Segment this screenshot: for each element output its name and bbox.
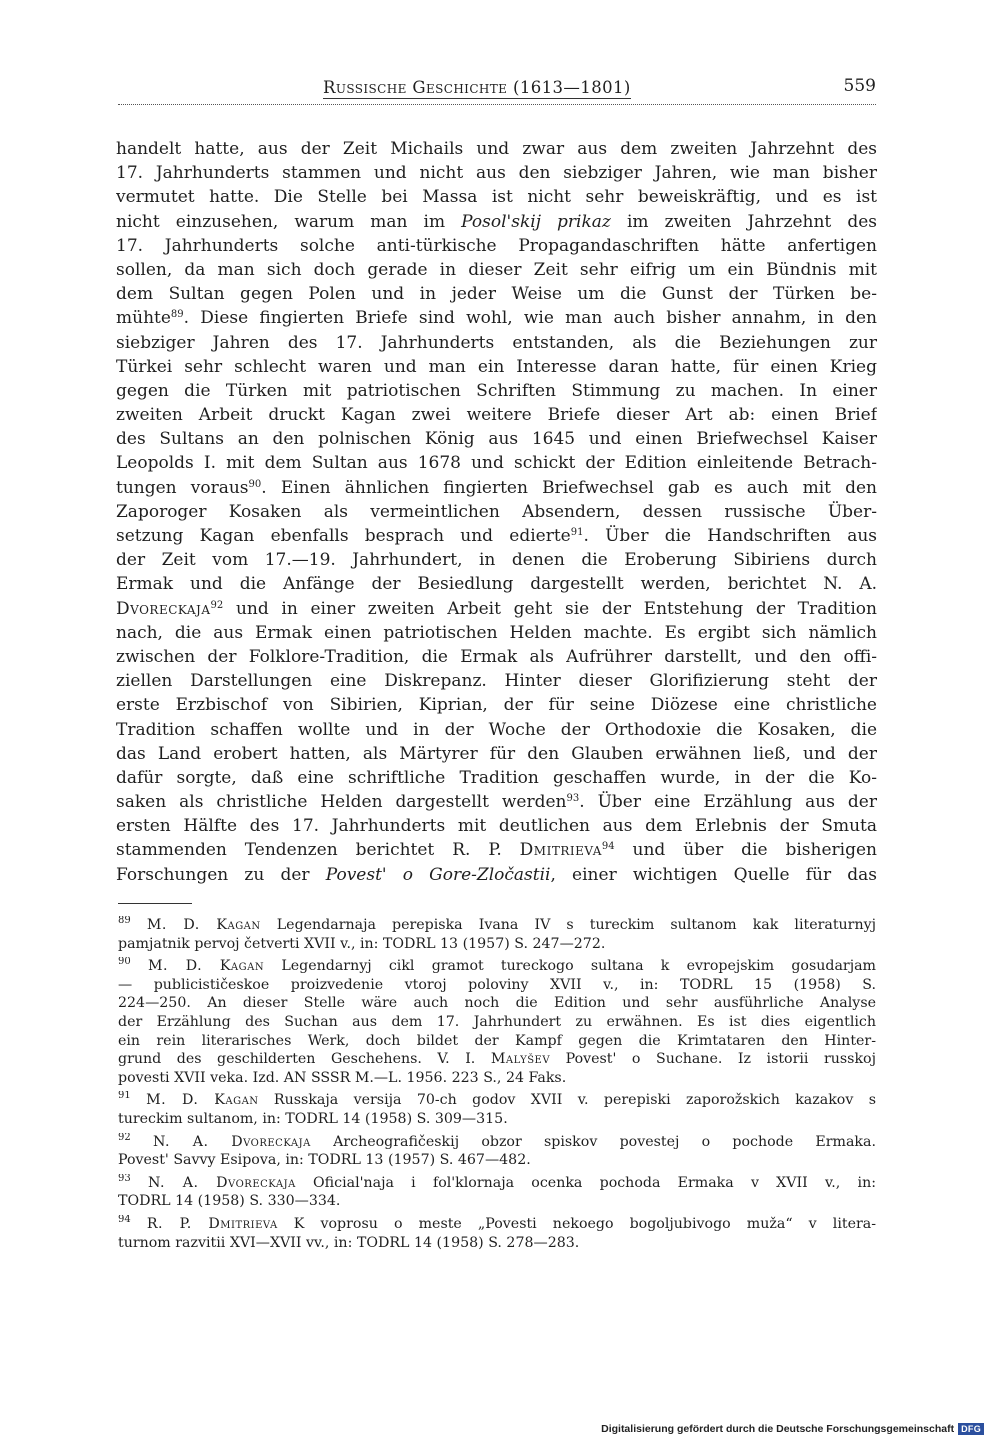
text-run: tungen voraus bbox=[116, 477, 249, 498]
body-line: der Zeit vom 17.—19. Jahrhundert, in denen die Eroberung Sibiriens durch bbox=[116, 550, 877, 571]
footnote-line: TODRL 14 (1958) S. 330—334. bbox=[118, 1193, 341, 1210]
body-line: zweiten Arbeit druckt Kagan zwei weitere Briefe dieser Art ab: einen Brief bbox=[116, 405, 877, 426]
body-line bbox=[116, 210, 877, 234]
body-line bbox=[116, 597, 877, 621]
text-run: Legendarnyj cikl gramot tureckogo sultana k evropejskim gosudarjam bbox=[264, 958, 876, 975]
footnote-line bbox=[118, 1133, 876, 1152]
text-run: . Über eine Erzählung aus der bbox=[579, 792, 877, 813]
text-run: Forschungen zu der bbox=[116, 864, 326, 885]
footnote-number: 91 bbox=[118, 1091, 131, 1102]
body-line: dem Sultan gegen Polen und in jeder Weise um die Gunst der Türken be- bbox=[116, 284, 877, 305]
text-run: K voprosu o meste „Povesti nekoego bogoljubivogo muža“ v litera- bbox=[277, 1215, 876, 1232]
body-line: ersten Hälfte des 17. Jahrhunderts mit deutlichen aus dem Erlebnis der Smuta bbox=[116, 816, 877, 837]
body-text bbox=[116, 137, 877, 887]
text-run: und in einer zweiten Arbeit geht sie der Entstehung der Tradition bbox=[223, 598, 877, 619]
body-line: sollen, da man sich doch gerade in dieser Zeit sehr eifrig um ein Bündnis mit bbox=[116, 259, 877, 280]
body-line: siebziger Jahren des 17. Jahrhunderts entstanden, als die Beziehungen zur bbox=[116, 332, 877, 353]
footnote-line: tureckim sultanom, in: TODRL 14 (1958) S. 309—315. bbox=[118, 1110, 508, 1127]
body-line: vermutet hatte. Die Stelle bei Massa ist nicht sehr beweiskräftig, und es ist bbox=[116, 187, 877, 208]
footnote-ref[interactable]: 91 bbox=[570, 527, 584, 538]
body-line: zwischen der Folklore-Tradition, die Ermak als Aufrührer darstellt, und den offi- bbox=[116, 646, 877, 667]
footnote-line bbox=[118, 1215, 876, 1234]
body-line: Türkei sehr schlecht waren und man ein Interesse daran hatte, für einen Krieg bbox=[116, 356, 877, 377]
text-run: Legendarnaja perepiska Ivana IV s tureckim sultanom kak literaturnyj bbox=[260, 917, 876, 933]
author-name: N. A. Dvoreckaja bbox=[152, 1133, 311, 1150]
text-run: . Einen ähnlichen fingierten Briefwechsel gab es auch mit den bbox=[261, 477, 877, 498]
footnote-number: 90 bbox=[118, 957, 131, 968]
text-run: Archeografičeskij obzor spiskov povestej o pochode Ermaka. bbox=[310, 1133, 876, 1150]
body-line: Tradition schaffen wollte und in der Woche der Orthodoxie die Kosaken, die bbox=[116, 719, 877, 740]
footnote-line: — publicističeskoe proizvedenie vtoroj poloviny XVII v., in: TODRL 15 (1958) S. bbox=[118, 976, 876, 993]
text-run: saken als christliche Helden dargestellt werden bbox=[116, 792, 567, 813]
author-name: Dvoreckaja bbox=[116, 598, 211, 619]
text-run: und über die bisherigen bbox=[614, 840, 877, 861]
credit-text: Digitalisierung gefördert durch die Deutsche Forschungsgemeinschaft bbox=[601, 1423, 955, 1435]
footnote-line: ein rein literarisches Werk, doch bildet der Kampf gegen die Krimtataren den Hinter- bbox=[118, 1032, 876, 1049]
footnote-ref[interactable]: 90 bbox=[248, 478, 262, 490]
running-title: Russische Geschichte (1613—1801) bbox=[323, 78, 631, 97]
footnote-ref[interactable]: 93 bbox=[566, 793, 580, 805]
footnote-93 bbox=[118, 1174, 876, 1211]
footnote-line bbox=[118, 1174, 876, 1193]
body-line: des Sultans an den polnischen König aus 1645 und einen Briefwechsel Kaiser bbox=[116, 429, 877, 450]
digitization-credit bbox=[601, 1423, 984, 1435]
dfg-logo: DFG bbox=[958, 1423, 984, 1435]
footnote-line: der Erzählung des Suchan aus dem 17. Jahrhundert zu erwähnen. Es ist dies eigentlich bbox=[118, 1013, 876, 1030]
footnote-number: 94 bbox=[118, 1214, 131, 1225]
body-line bbox=[116, 306, 877, 330]
italic-title: Povest' o Gore-Zločastii bbox=[325, 864, 551, 885]
body-line bbox=[116, 863, 877, 887]
text-run: nicht einzusehen, warum man im bbox=[116, 211, 462, 232]
text-run: . Diese fingierten Briefe sind wohl, wie man auch bisher annahm, in den bbox=[183, 308, 877, 329]
footnote-91 bbox=[118, 1091, 876, 1128]
footnote-90 bbox=[118, 957, 876, 1087]
footnote-number: 92 bbox=[118, 1132, 131, 1143]
body-line bbox=[116, 524, 877, 548]
text-run: setzung Kagan ebenfalls besprach und edierte bbox=[116, 526, 571, 546]
text-run: im zweiten Jahrzehnt des bbox=[610, 211, 877, 232]
text-run: . Über die Handschriften aus bbox=[583, 526, 877, 546]
author-name: M. D. Kagan bbox=[146, 917, 261, 933]
body-line bbox=[116, 790, 877, 814]
body-line: das Land erobert hatten, als Märtyrer für den Glauben erwähnen ließ, und der bbox=[116, 743, 877, 764]
body-line: erste Erzbischof von Sibirien, Kiprian, der für seine Diözese eine christliche bbox=[116, 695, 877, 716]
footnote-line: turnom razvitii XVI—XVII vv., in: TODRL 14 (1958) S. 278—283. bbox=[118, 1234, 580, 1251]
footnotes bbox=[118, 916, 876, 1256]
text-run: , einer wichtigen Quelle für das bbox=[550, 864, 877, 885]
author-name: M. D. Kagan bbox=[147, 958, 265, 975]
text-run: mühte bbox=[116, 308, 171, 329]
footnote-number: 93 bbox=[118, 1173, 131, 1184]
text-run: grund des geschilderten Geschehens. V. I. bbox=[118, 1051, 491, 1068]
body-line bbox=[116, 476, 877, 500]
body-line: dafür sorgte, daß eine schriftliche Tradition geschaffen wurde, in der die Ko- bbox=[116, 767, 877, 788]
footnote-94 bbox=[118, 1215, 876, 1252]
footnote-ref[interactable]: 89 bbox=[170, 309, 184, 321]
footnote-line: Povest' Savvy Esipova, in: TODRL 13 (1957) S. 467—482. bbox=[118, 1152, 531, 1169]
body-line: handelt hatte, aus der Zeit Michails und zwar aus dem zweiten Jahrzehnt des bbox=[116, 139, 877, 159]
footnote-line: pamjatnik pervoj četverti XVII v., in: TODRL 13 (1957) S. 247—272. bbox=[118, 935, 606, 952]
body-line: gegen die Türken mit patriotischen Schriften Stimmung zu machen. In einer bbox=[116, 380, 877, 401]
body-line: 17. Jahrhunderts solche anti-türkische Propagandaschriften hätte anfertigen bbox=[116, 235, 877, 256]
author-name: Malyšev bbox=[490, 1051, 551, 1068]
text-run: Russkaja versija 70-ch godov XVII v. perepiski zaporožskich kazakov s bbox=[258, 1092, 876, 1109]
footnote-line bbox=[118, 1050, 876, 1069]
footnote-rule bbox=[118, 903, 192, 904]
footnote-number: 89 bbox=[118, 916, 131, 926]
footnote-line: 224—250. An dieser Stelle wäre auch noch die Edition und sehr ausführliche Analyse bbox=[118, 995, 876, 1012]
footnote-line bbox=[118, 957, 876, 976]
running-head bbox=[118, 74, 876, 105]
footnote-line bbox=[118, 1091, 876, 1110]
body-line bbox=[116, 838, 877, 862]
body-line: Leopolds I. mit dem Sultan aus 1678 und schickt der Edition einleitende Betrach- bbox=[116, 453, 877, 474]
text-run: Povest' o Suchane. Iz istorii russkoj bbox=[550, 1051, 876, 1068]
page-number: 559 bbox=[843, 76, 876, 96]
author-name: Dmitrieva bbox=[519, 840, 602, 861]
footnote-92 bbox=[118, 1133, 876, 1170]
author-name: R. P. Dmitrieva bbox=[146, 1215, 278, 1232]
body-line: ziellen Darstellungen eine Diskrepanz. Hinter dieser Glorifizierung steht der bbox=[116, 671, 877, 692]
body-line: Zaporoger Kosaken als vermeintlichen Absendern, dessen russische Über- bbox=[116, 501, 877, 522]
author-name: N. A. Dvoreckaja bbox=[147, 1174, 296, 1191]
body-line: 17. Jahrhunderts stammen und nicht aus den siebziger Jahren, wie man bisher bbox=[116, 163, 877, 184]
footnote-line bbox=[118, 916, 876, 935]
footnote-ref[interactable]: 94 bbox=[601, 841, 615, 853]
footnote-line: povesti XVII veka. Izd. AN SSSR M.—L. 1956. 223 S., 24 Faks. bbox=[118, 1069, 567, 1086]
body-line: Ermak und die Anfänge der Besiedlung dargestellt werden, berichtet N. A. bbox=[116, 574, 877, 595]
footnote-ref[interactable]: 92 bbox=[210, 599, 224, 611]
text-run: Oficial'naja i fol'klornaja ocenka pochoda Ermaka v XVII v., in: bbox=[295, 1174, 876, 1191]
author-name: M. D. Kagan bbox=[146, 1092, 259, 1109]
body-line: nach, die aus Ermak einen patriotischen Helden machte. Es ergibt sich nämlich bbox=[116, 622, 877, 643]
footnote-89 bbox=[118, 916, 876, 953]
italic-title: Posol'skij prikaz bbox=[461, 211, 611, 232]
text-run: stammenden Tendenzen berichtet R. P. bbox=[116, 840, 520, 861]
